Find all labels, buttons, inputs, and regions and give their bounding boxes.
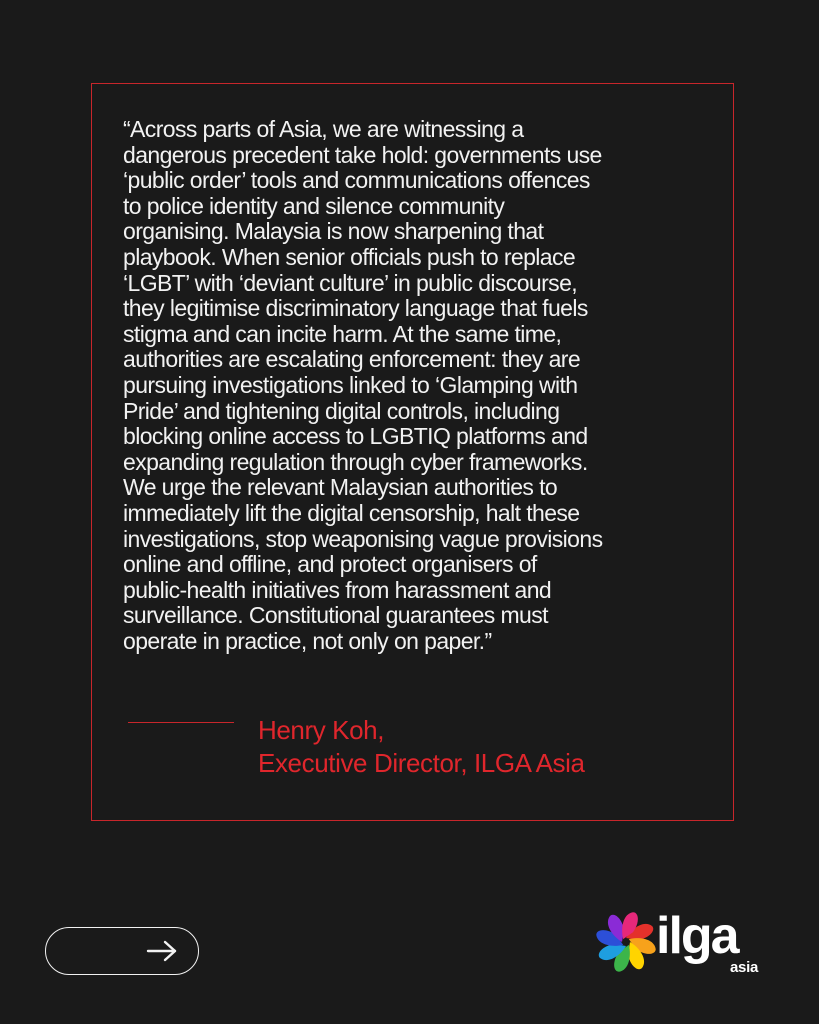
quote-line: Pride’ and tightening digital controls, including <box>123 397 560 424</box>
quote-line: expanding regulation through cyber frameworks. <box>123 448 588 475</box>
attribution-divider <box>128 722 234 723</box>
quote-line: pursuing investigations linked to ‘Glamping with <box>123 371 578 398</box>
quote-line: We urge the relevant Malaysian authorities to <box>123 474 558 501</box>
pinwheel-logo-icon <box>590 906 662 978</box>
quote-line: ‘public order’ tools and communications offences <box>123 167 590 194</box>
quote-line: authorities are escalating enforcement: they are <box>123 346 581 373</box>
quote-line: dangerous precedent take hold: governments use <box>123 141 602 168</box>
quote-line: online and offline, and protect organisers of <box>123 551 537 578</box>
logo-wordmark: ilga <box>656 907 738 965</box>
logo-subtitle: asia <box>730 959 758 976</box>
quote-line: ‘LGBT’ with ‘deviant culture’ in public discourse, <box>123 269 578 296</box>
ilga-asia-logo <box>590 906 770 980</box>
quote-line: stigma and can incite harm. At the same time, <box>123 320 562 347</box>
quote-line: investigations, stop weaponising vague provisions <box>123 525 603 552</box>
quote-line: public-health initiatives from harassment and <box>123 576 552 603</box>
quote-line: to police identity and silence community <box>123 192 505 219</box>
arrow-right-icon <box>146 940 178 962</box>
attribution-name: Henry Koh, <box>258 715 385 745</box>
next-button[interactable] <box>45 927 199 975</box>
quote-text <box>123 117 723 654</box>
quote-line: surveillance. Constitutional guarantees must <box>123 602 548 629</box>
quote-line: playbook. When senior officials push to replace <box>123 243 576 270</box>
quote-line: operate in practice, not only on paper.” <box>123 627 492 654</box>
quote-line: immediately lift the digital censorship, halt these <box>123 499 580 526</box>
quote-line: “Across parts of Asia, we are witnessing a <box>123 116 524 142</box>
attribution <box>258 714 585 780</box>
attribution-title: Executive Director, ILGA Asia <box>258 748 585 778</box>
quote-line: they legitimise discriminatory language that fuels <box>123 295 588 322</box>
quote-line: blocking online access to LGBTIQ platforms and <box>123 423 588 450</box>
quote-line: organising. Malaysia is now sharpening that <box>123 218 544 245</box>
